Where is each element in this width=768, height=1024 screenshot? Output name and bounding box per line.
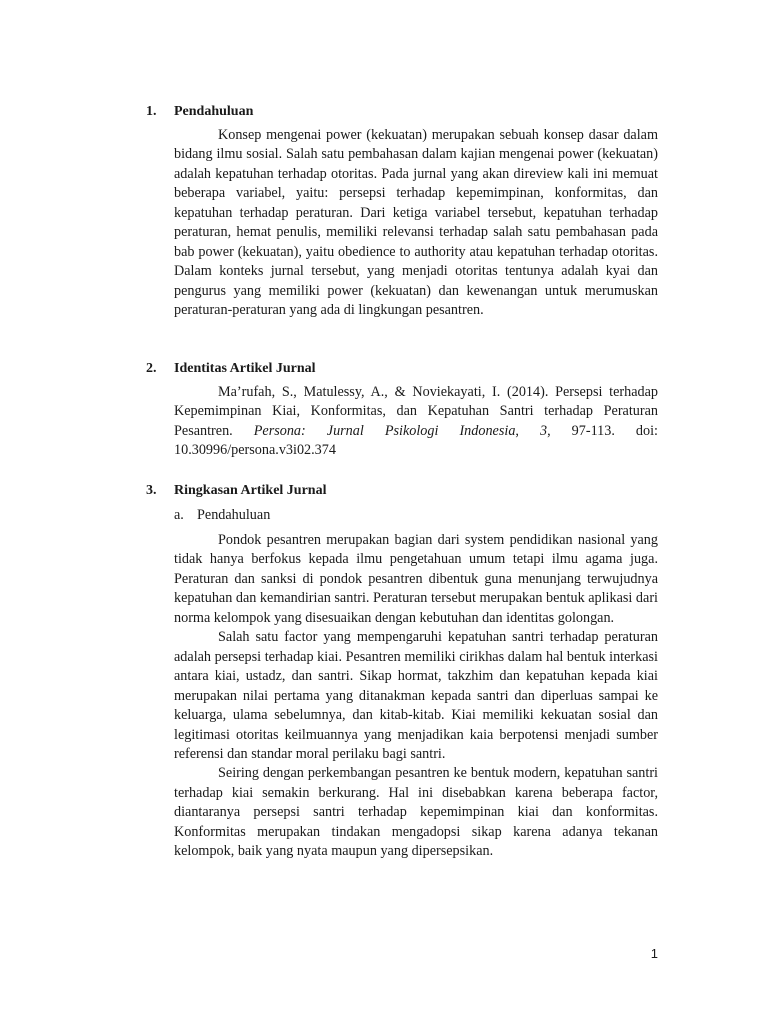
section-number: 1.	[146, 104, 157, 119]
citation-journal: Persona: Jurnal Psikologi Indonesia	[253, 422, 516, 439]
section-heading	[146, 102, 253, 121]
section-body	[174, 126, 658, 321]
section-number: 3.	[146, 483, 157, 498]
section-heading	[146, 359, 316, 378]
citation-volume: 3	[540, 422, 548, 439]
section-title: Identitas Artikel Jurnal	[174, 361, 316, 376]
citation	[174, 383, 658, 461]
section-title: Ringkasan Artikel Jurnal	[174, 483, 327, 498]
paragraph: Seiring dengan perkembangan pesantren ke bentuk modern, kepatuhan santri terhadap kiai semakin berkurang. Hal ini disebabkan karena beberapa factor, diantaranya persepsi santri terhadap kepemimpinan kiai dan konformitas. Konformitas merupakan tindakan mengadopsi sikap karena adanya tekanan kelompok, baik yang nyata maupun yang dipersepsikan.	[174, 765, 658, 860]
citation-text: Ma’rufah, S., Matulessy, A., & Noviekayati, I. (2014). Persepsi terhadap Kepemimpinan Kiai, Konformitas, dan Kepatuhan Santri terhadap Peraturan Pesantren.	[174, 384, 658, 439]
subsection-title: Pendahuluan	[197, 507, 271, 523]
section-body	[174, 531, 658, 862]
citation-separator: ,	[515, 422, 540, 439]
paragraph: Pondok pesantren merupakan bagian dari system pendidikan nasional yang tidak hanya berfokus kepada ilmu pengetahuan umum tetapi ilmu agama juga. Peraturan dan sanksi di pondok pesantren dibentuk guna menunjang terwujudnya kepatuhan dan kemandirian santri. Peraturan tersebut merupakan bentuk aplikasi dari norma kelompok yang disesuaikan dengan kebutuhan dan identitas golongan.	[174, 532, 658, 626]
page-number: 1	[650, 946, 658, 961]
citation-pages-doi: , 97-113. doi: 10.30996/persona.v3i02.374	[174, 422, 658, 459]
subsection-heading	[174, 506, 270, 525]
section-title: Pendahuluan	[174, 104, 254, 119]
section-heading	[146, 481, 326, 500]
citation-paragraph	[174, 383, 658, 461]
paragraph: Salah satu factor yang mempengaruhi kepatuhan santri terhadap peraturan adalah persepsi terhadap kiai. Pesantren memiliki cirikhas dalam hal bentuk interkasi antara kiai, ustadz, dan santri. Sikap hormat, takzhim dan kepatuhan kepada kiai merupakan nilai pertama yang ditanakman kepada santri dan diperluas sampai ke keluarga, ulama sebelumnya, dan kitab-kitab. Kiai memiliki kekuatan sosial dan legitimasi otoritas keilmuannya yang menjadikan kaia berpotensi menjadi sumber referensi dan standar moral perilaku bagi santri.	[174, 629, 658, 762]
subsection-letter: a.	[174, 507, 184, 523]
section-number: 2.	[146, 361, 157, 376]
paragraph: Konsep mengenai power (kekuatan) merupakan sebuah konsep dasar dalam bidang ilmu sosial. Salah satu pembahasan dalam kajian mengenai power (kekuatan) adalah kepatuhan terhadap otoritas. Pada jurnal yang akan direview kali ini memuat beberapa variabel, yaitu: persepsi terhadap kepemimpinan, konformitas, dan kepatuhan terhadap peraturan. Dari ketiga variabel tersebut, kepatuhan terhadap peraturan, hemat penulis, memiliki relevansi terhadap salah satu pembahasan pada bab power (kekuatan), yaitu obedience to authority atau kepatuhan terhadap otoritas. Dalam konteks jurnal tersebut, yang menjadi otoritas tentunya adalah kyai dan pengurus yang memiliki power (kekuatan) dan kewenangan untuk merumuskan peraturan-peraturan yang ada di lingkungan pesantren.	[174, 127, 658, 319]
